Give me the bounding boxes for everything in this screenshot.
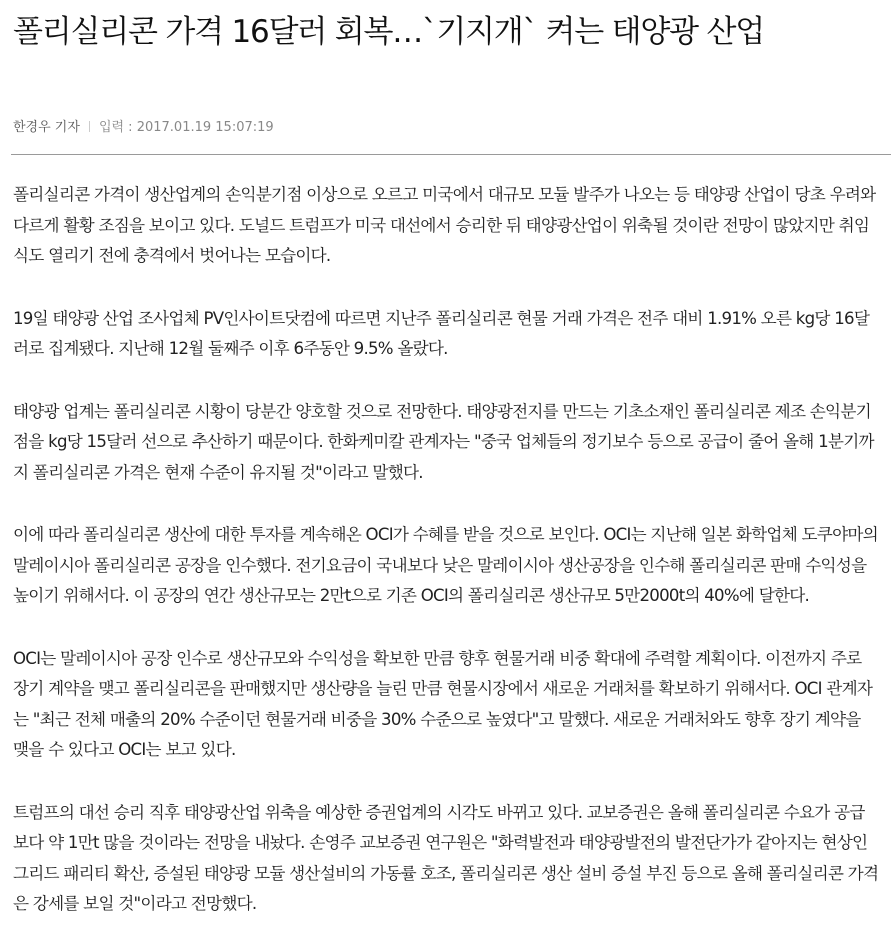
article-paragraph: 태양광 업계는 폴리실리콘 시황이 당분간 양호할 것으로 전망한다. 태양광전지를 만드는 기초소재인 폴리실리콘 제조 손익분기점을 kg당 15달러 선으로 추산하기 때문이다. 한화케미칼 관계자는 "중국 업체들의 정기보수 등으로 공급이 줄어 올해 1분기까지 폴리실리콘 가격은 현재 수준이 유지될 것"이라고 말했다. (13, 401, 874, 482)
article-body (13, 180, 879, 920)
article-meta (13, 118, 274, 138)
article-headline: 폴리실리콘 가격 16달러 회복…`기지개` 켜는 태양광 산업 (13, 14, 765, 50)
article-paragraph: 폴리실리콘 가격이 생산업계의 손익분기점 이상으로 오르고 미국에서 대규모 모듈 발주가 나오는 등 태양광 산업이 당초 우려와 다르게 활황 조짐을 보이고 있다. 도널드 트럼프가 미국 대선에서 승리한 뒤 태양광산업이 위축될 것이란 전망이 많았지만 취임식도 열리기 전에 충격에서 벗어나는 모습이다. (13, 185, 876, 265)
published-date: 2017.01.19 15:07:19 (136, 120, 274, 135)
article-paragraph: 19일 태양광 산업 조사업체 PV인사이트닷컴에 따르면 지난주 폴리실리콘 현물 거래 가격은 전주 대비 1.91% 오른 kg당 16달러로 집계됐다. 지난해 12월 둘째주 이후 6주동안 9.5% 올랐다. (13, 308, 870, 358)
article-paragraph: OCI는 말레이시아 공장 인수로 생산규모와 수익성을 확보한 만큼 향후 현물거래 비중 확대에 주력할 계획이다. 이전까지 주로 장기 계약을 맺고 폴리실리콘을 판매했지만 생산량을 늘린 만큼 현물시장에서 새로운 거래처를 확보하기 위해서다. OCI 관계자는 "최근 전체 매출의 20% 수준이던 현물거래 비중을 30% 수준으로 높였다"고 말했다. 새로운 거래처와도 향후 장기 계약을 맺을 수 있다고 OCI는 보고 있다. (13, 648, 873, 759)
published-label: 입력 : (98, 120, 133, 135)
reporter-name[interactable]: 한경우 기자 (13, 120, 80, 135)
header-divider (11, 154, 891, 155)
meta-divider (89, 121, 90, 132)
article-paragraph: 이에 따라 폴리실리콘 생산에 대한 투자를 계속해온 OCI가 수혜를 받을 것으로 보인다. OCI는 지난해 일본 화학업체 도쿠야마의 말레이시아 폴리실리콘 공장을 인수했다. 전기요금이 국내보다 낮은 말레이시아 생산공장을 인수해 폴리실리콘 판매 수익성을 높이기 위해서다. 이 공장의 연간 생산규모는 2만t으로 기존 OCI의 폴리실리콘 생산규모 5만2000t의 40%에 달한다. (13, 525, 878, 605)
article-paragraph: 트럼프의 대선 승리 직후 태양광산업 위축을 예상한 증권업계의 시각도 바뀌고 있다. 교보증권은 올해 폴리실리콘 수요가 공급보다 약 1만t 많을 것이라는 전망을 내놨다. 손영주 교보증권 연구원은 "화력발전과 태양광발전의 발전단가가 같아지는 현상인 그리드 패리티 확산, 증설된 태양광 모듈 생산설비의 가동률 호조, 폴리실리콘 생산 설비 증설 부진 등으로 올해 폴리실리콘 가격은 강세를 보일 것"이라고 전망했다. (13, 802, 879, 913)
